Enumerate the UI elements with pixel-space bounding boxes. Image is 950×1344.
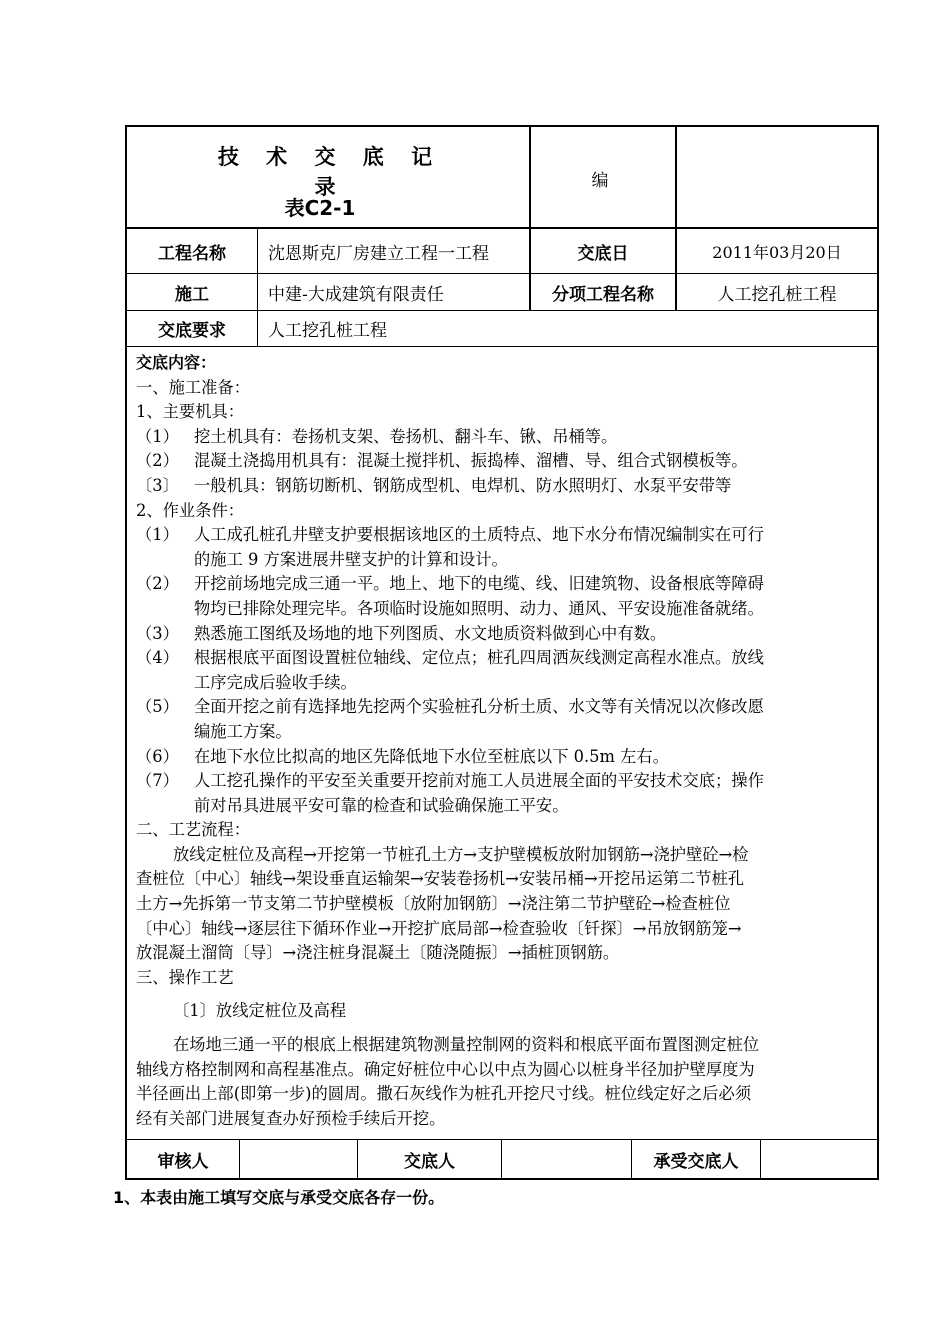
item-number: （5）	[136, 697, 179, 717]
item-text-cont: 的施工 9 方案进展井壁支护的计算和设计。	[194, 549, 508, 569]
item-text: 一般机具：钢筋切断机、钢筋成型机、电焊机、防水照明灯、水泵平安带等	[194, 475, 732, 495]
item-number: （1）	[136, 426, 179, 446]
flow-line: 查桩位〔中心〕轴线→架设垂直运输架→安装卷扬机→安装吊桶→开挖吊运第二节桩孔	[136, 869, 745, 889]
receiver-value[interactable]	[761, 1140, 877, 1179]
item-number: （2）	[136, 451, 179, 471]
bian-value	[677, 127, 877, 227]
project-name-label: 工程名称	[158, 243, 226, 264]
item-text: 在地下水位比拟高的地区先降低地下水位至桩底以下 0.5m 左右。	[194, 746, 669, 766]
item-text: 全面开挖之前有选择地先挖两个实验桩孔分析土质、水文等有关情况以次修改愿	[194, 697, 764, 717]
list-item	[136, 572, 866, 597]
construction-label: 施工	[175, 284, 209, 305]
rule-row3-bottom	[125, 346, 879, 347]
section-1-heading: 一、施工准备：	[136, 377, 250, 397]
flow-line: 放线定桩位及高程→开挖第一节桩孔土方→支护壁模板放附加钢筋→浇护壁砼→检	[173, 844, 749, 864]
page-title: 技 术 交 底 记 录	[217, 145, 443, 199]
procedure-line: 轴线方格控制网和高程基准点。确定好桩位中心以中点为圆心以桩身半径加护壁厚度为	[136, 1059, 755, 1079]
disclosure-content	[136, 351, 866, 1131]
item-text: 挖土机具有：卷扬机支架、卷扬机、翻斗车、锹、吊桶等。	[194, 426, 618, 446]
item-text-cont: 前对吊具进展平安可靠的检查和试验确保施工平安。	[194, 795, 569, 815]
date-label: 交底日	[577, 243, 629, 264]
reviewer-value[interactable]	[240, 1140, 357, 1179]
item-number: （3）	[136, 623, 179, 643]
flow-line: 土方→先拆第一节支第二节护壁模板〔放附加钢筋〕→浇注第二节护壁砼→检查桩位	[136, 894, 731, 914]
item-text: 混凝土浇捣用机具有：混凝土搅拌机、振捣棒、溜槽、导、组合式钢模板等。	[194, 451, 748, 471]
subsection-tools: 1、主要机具：	[136, 402, 245, 422]
item-number: （7）	[136, 771, 179, 791]
item-text: 人工成孔桩孔井壁支护要根据该地区的土质特点、地下水分布情况编制实在可行	[194, 525, 764, 545]
requirement-label: 交底要求	[158, 321, 226, 341]
discloser-label: 交底人	[404, 1152, 455, 1172]
item-text-cont: 物均已排除处理完毕。各项临时设施如照明、动力、通风、平安设施准备就绪。	[194, 598, 764, 618]
list-item	[136, 622, 866, 647]
list-item	[136, 474, 866, 499]
list-item	[136, 745, 866, 770]
subproject-value: 人工挖孔桩工程	[717, 284, 837, 305]
reviewer-label: 审核人	[157, 1152, 209, 1172]
list-item	[136, 769, 866, 794]
subproject-label: 分项工程名称	[552, 284, 654, 305]
list-item	[136, 646, 866, 671]
item-text: 熟悉施工图纸及场地的地下列图质、水文地质资料做到心中有数。	[194, 623, 667, 643]
footnote: 1、本表由施工填写交底与承受交底各存一份。	[113, 1188, 445, 1207]
item-text: 开挖前场地完成三通一平。地上、地下的电缆、线、旧建筑物、设备根底等障碍	[194, 574, 764, 594]
project-name-value: 沈恩斯克厂房建立工程一工程	[268, 243, 489, 264]
receiver-label: 承受交底人	[653, 1152, 739, 1172]
item-text: 根据根底平面图设置桩位轴线、定位点；桩孔四周洒灰线测定高程水准点。放线	[194, 648, 764, 668]
procedure-line: 在场地三通一平的根底上根据建筑物测量控制网的资料和根底平面布置图测定桩位	[173, 1035, 760, 1055]
rule-label-col	[257, 227, 258, 346]
bian-label: 编	[591, 170, 609, 191]
section-2-heading: 二、工艺流程：	[136, 820, 250, 840]
requirement-value: 人工挖孔桩工程	[268, 321, 387, 341]
flow-line: 〔中心〕轴线→逐层往下循环作业→开挖扩底局部→检查验收〔钎探〕→吊放钢筋笼→	[136, 918, 742, 938]
item-number: （6）	[136, 746, 179, 766]
procedure-line: 半径画出上部(即第一步)的圆周。撒石灰线作为桩孔开挖尺寸线。桩位线定好之后必须	[136, 1084, 752, 1104]
item-text-cont: 编施工方案。	[194, 721, 292, 741]
content-heading: 交底内容：	[136, 353, 217, 372]
item-text: 人工挖孔操作的平安至关重要开挖前对施工人员进展全面的平安技术交底；操作	[194, 771, 764, 791]
date-value: 2011年03月20日	[712, 242, 842, 262]
list-item	[136, 449, 866, 474]
item-number: （1）	[136, 525, 179, 545]
item-number: （4）	[136, 648, 179, 668]
item-number: 〔3〕	[136, 475, 179, 495]
procedure-line: 经有关部门进展复查办好预检手续后开挖。	[136, 1108, 446, 1128]
subsection-conditions: 2、作业条件：	[136, 500, 245, 520]
list-item	[136, 425, 866, 450]
construction-value: 中建-大成建筑有限责任	[268, 284, 444, 305]
item-text-cont: 工序完成后验收手续。	[194, 672, 357, 692]
list-item	[136, 523, 866, 548]
section-3-heading: 三、操作工艺	[136, 967, 234, 987]
discloser-value[interactable]	[502, 1140, 631, 1179]
form-number: 表C2-1	[284, 196, 356, 220]
flow-line: 放混凝土溜筒〔导〕→浇注桩身混凝土〔随浇随振〕→插桩顶钢筋。	[136, 943, 620, 963]
item-number: （2）	[136, 574, 179, 594]
procedure-title: 〔1〕放线定桩位及高程	[173, 1001, 347, 1021]
list-item	[136, 695, 866, 720]
